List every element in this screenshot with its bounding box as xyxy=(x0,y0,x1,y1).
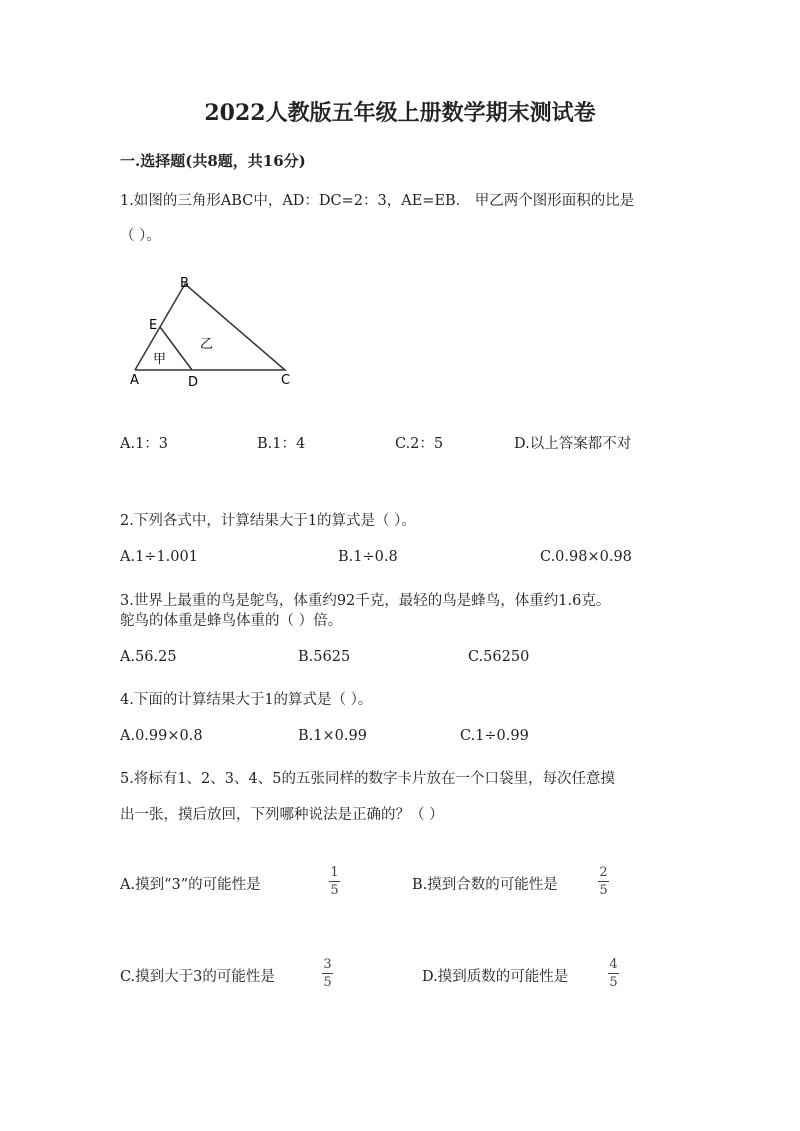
q5-option-c: C.摸到大于3的可能性是 xyxy=(120,969,275,985)
q1-option-c: C.2：5 xyxy=(395,436,444,452)
q5-option-c-numerator: 3 xyxy=(323,957,332,972)
question-3-line-2: 鸵鸟的体重是蜂鸟体重的（ ）倍。 xyxy=(120,613,343,629)
q5-option-b-denominator: 5 xyxy=(599,883,608,898)
label-jia: 甲 xyxy=(153,352,167,367)
fraction-bar xyxy=(329,881,340,882)
question-1-line-1: 1.如图的三角形ABC中，AD：DC=2：3，AE=EB． 甲乙两个图形面积的比是 xyxy=(120,193,635,209)
fraction-bar xyxy=(322,973,333,974)
fraction-bar xyxy=(598,881,609,882)
section-heading: 一.选择题(共8题，共16分) xyxy=(120,152,306,170)
q5-option-c-fraction xyxy=(322,958,333,989)
q5-option-d-numerator: 4 xyxy=(609,957,618,972)
question-2-text: 2.下列各式中，计算结果大于1的算式是（ ）。 xyxy=(120,513,416,529)
q4-option-b: B.1×0.99 xyxy=(298,728,367,744)
q5-option-d-fraction xyxy=(608,958,619,989)
q5-option-b-numerator: 2 xyxy=(599,865,608,880)
q4-option-c: C.1÷0.99 xyxy=(460,728,529,744)
q5-option-a-numerator: 1 xyxy=(330,865,339,880)
page-title: 2022人教版五年级上册数学期末测试卷 xyxy=(204,100,596,126)
q5-option-a-fraction xyxy=(329,866,340,897)
question-5-line-1: 5.将标有1、2、3、4、5的五张同样的数字卡片放在一个口袋里，每次任意摸 xyxy=(120,771,615,787)
question-3-line-1: 3.世界上最重的鸟是鸵鸟，体重约92千克，最轻的鸟是蜂鸟，体重约1.6克。 xyxy=(120,593,611,609)
q3-option-c: C.56250 xyxy=(468,649,530,665)
fraction-bar xyxy=(608,973,619,974)
question-4-text: 4.下面的计算结果大于1的算式是（ ）。 xyxy=(120,692,373,708)
q4-option-a: A.0.99×0.8 xyxy=(120,728,203,744)
q1-option-b: B.1：4 xyxy=(257,436,306,452)
label-yi: 乙 xyxy=(200,337,214,352)
label-b: B xyxy=(180,276,189,291)
question-5-line-2: 出一张，摸后放回，下列哪种说法是正确的？（ ） xyxy=(120,807,444,823)
label-e: E xyxy=(149,318,158,333)
q5-option-d-denominator: 5 xyxy=(609,975,618,990)
q5-option-c-denominator: 5 xyxy=(323,975,332,990)
q5-option-b-fraction xyxy=(598,866,609,897)
q5-option-a: A.摸到“3”的可能性是 xyxy=(120,877,261,893)
label-a: A xyxy=(130,373,139,388)
q2-option-b: B.1÷0.8 xyxy=(338,549,398,565)
q3-option-a: A.56.25 xyxy=(120,649,177,665)
triangle-figure xyxy=(120,270,310,395)
label-c: C xyxy=(281,373,291,388)
q2-option-a: A.1÷1.001 xyxy=(120,549,198,565)
question-1-line-2: （ ）。 xyxy=(120,228,161,244)
q1-option-d: D.以上答案都不对 xyxy=(514,436,632,452)
q1-option-a: A.1：3 xyxy=(120,436,169,452)
q3-option-b: B.5625 xyxy=(298,649,351,665)
q5-option-a-denominator: 5 xyxy=(330,883,339,898)
q5-option-b: B.摸到合数的可能性是 xyxy=(412,877,558,893)
q5-option-d: D.摸到质数的可能性是 xyxy=(422,969,569,985)
q2-option-c: C.0.98×0.98 xyxy=(540,549,632,565)
label-d: D xyxy=(188,375,199,390)
